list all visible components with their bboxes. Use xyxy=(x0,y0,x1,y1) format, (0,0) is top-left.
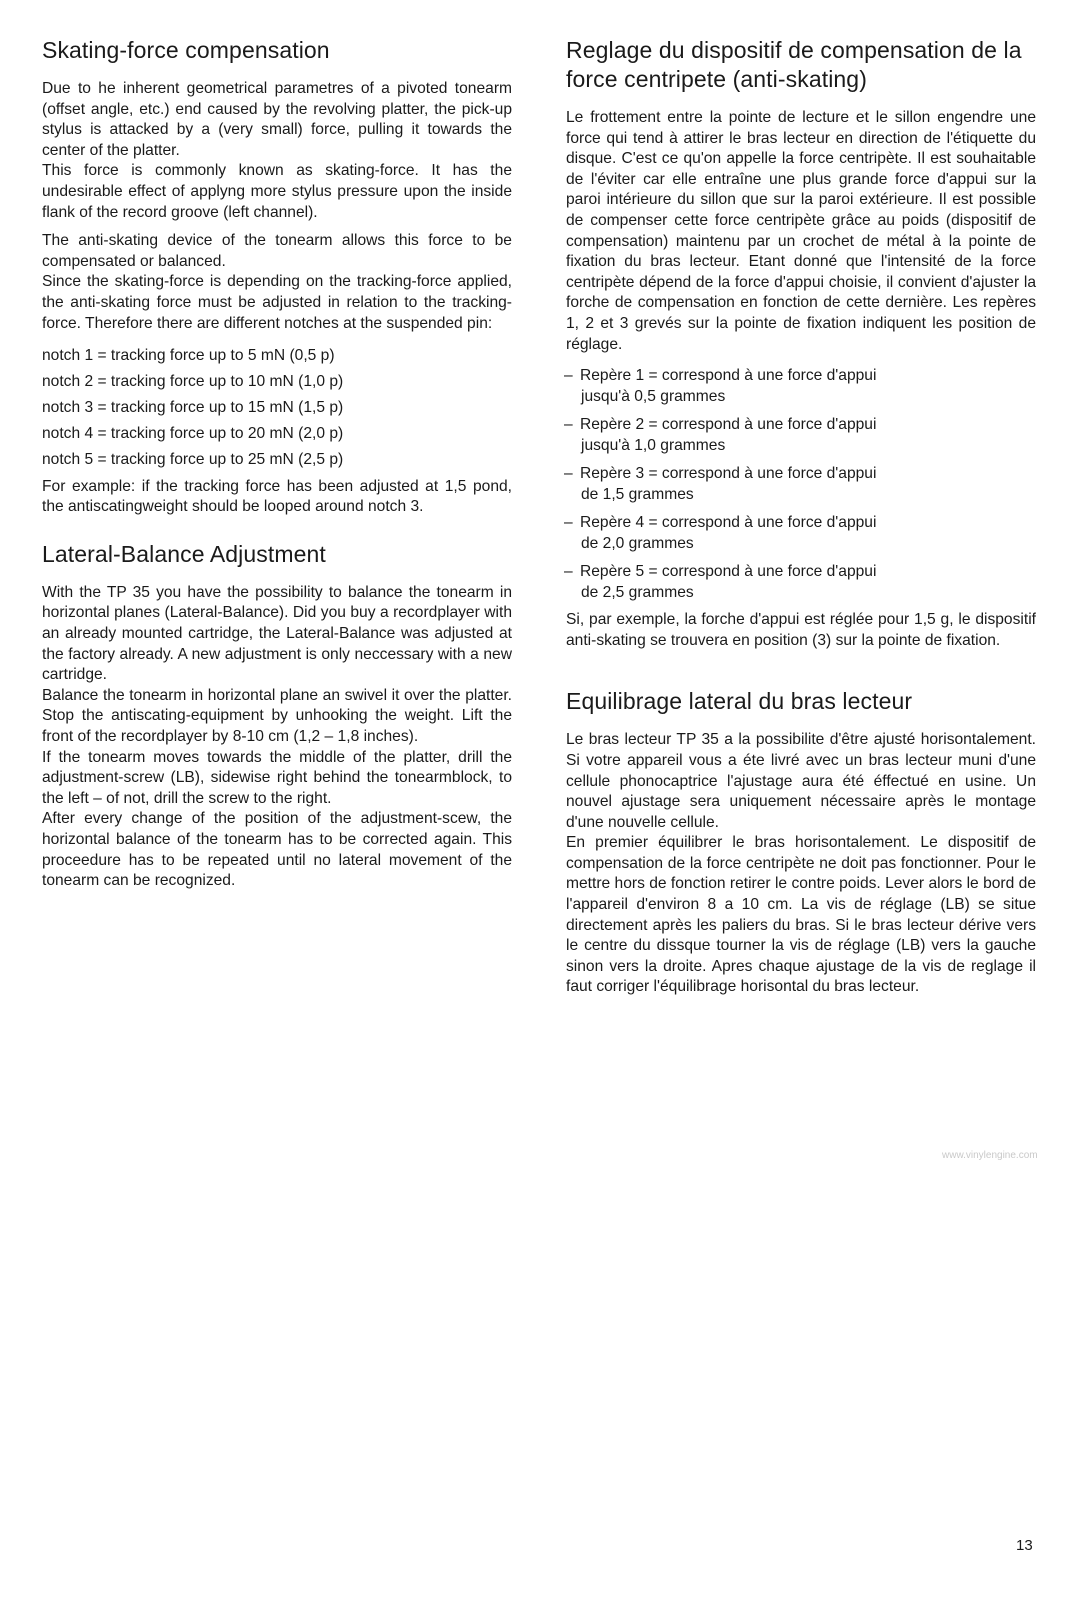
equilibrage-section xyxy=(566,687,1036,998)
reglage-section xyxy=(566,36,1036,651)
repere-item xyxy=(566,561,1036,603)
notch-list xyxy=(42,346,512,471)
french-column xyxy=(566,36,1036,998)
lateral-paragraph-3: If the tonearm moves towards the middle of the platter, drill the adjustment-screw (LB), sidewise right behind the tonearmblock, to the left – of not, drill the screw to the right. xyxy=(42,748,512,807)
repere-line-1: Repère 3 = correspond à une force d'appui xyxy=(580,465,877,483)
skating-paragraph-3: The anti-skating device of the tonearm allows this force to be compensated or balanced. xyxy=(42,232,512,270)
repere-line-2: jusqu'à 1,0 grammes xyxy=(581,437,726,455)
equilibrage-paragraph-1: Le bras lecteur TP 35 a la possibilite d'être ajusté horisontalement. Si votre appareil vous a éte livré avec un bras lecteur muni d'une cellule phonocaptrice l'ajustage aura été éffectué en usine. Un nouvel ajustage sera uniquement nécessaire après le montage d'une nouvelle cellule. xyxy=(566,731,1036,831)
repere-item xyxy=(566,463,1036,505)
lateral-section xyxy=(42,540,512,892)
lateral-paragraph-1: With the TP 35 you have the possibility to balance the tonearm in horizontal planes (Lateral-Balance). Did you buy a recordplayer with an already mounted cartridge, the Lateral-Balance was adjusted at the factory already. A new adjustment is only neccessary with a new cartridge. xyxy=(42,583,512,684)
repere-line-1: Repère 5 = correspond à une force d'appui xyxy=(580,563,877,581)
dash-bullet: – xyxy=(564,563,573,581)
repere-line-2: de 1,5 grammes xyxy=(581,486,694,504)
repere-item xyxy=(566,512,1036,554)
reglage-example: Si, par exemple, la forche d'appui est réglée pour 1,5 g, le dispositif anti-skating se trouvera en position (3) sur la pointe de fixation. xyxy=(566,611,1036,649)
skating-paragraph-2: This force is commonly known as skating-force. It has the undesirable effect of applyng more stylus pressure upon the inside flank of the record groove (left channel). xyxy=(42,162,512,221)
watermark: www.vinylengine.com xyxy=(942,1150,1038,1161)
repere-line-1: Repère 4 = correspond à une force d'appui xyxy=(580,514,877,532)
skating-example: For example: if the tracking force has been adjusted at 1,5 pond, the antiscatingweight should be looped around notch 3. xyxy=(42,477,512,516)
lateral-heading: Lateral-Balance Adjustment xyxy=(42,540,326,567)
reglage-heading: Reglage du dispositif de compensation de la force centripete (anti-skating) xyxy=(566,37,1022,92)
repere-list xyxy=(566,365,1036,603)
repere-line-2: jusqu'à 0,5 grammes xyxy=(581,388,726,406)
notch-item: notch 5 = tracking force up to 25 mN (2,5 p) xyxy=(42,451,344,469)
notch-item: notch 1 = tracking force up to 5 mN (0,5 p) xyxy=(42,347,335,365)
dash-bullet: – xyxy=(564,367,573,385)
page-number: 13 xyxy=(1016,1537,1033,1554)
notch-item: notch 3 = tracking force up to 15 mN (1,5 p) xyxy=(42,399,344,417)
notch-item: notch 4 = tracking force up to 20 mN (2,0 p) xyxy=(42,425,344,443)
skating-section xyxy=(42,36,512,518)
dash-bullet: – xyxy=(564,416,573,434)
lateral-paragraph-4: After every change of the position of the adjustment-scew, the horizontal balance of the tonearm has to be corrected again. This proceedure has to be repeated until no lateral movement of the tonearm can be recognized. xyxy=(42,810,512,890)
repere-line-1: Repère 1 = correspond à une force d'appui xyxy=(580,367,877,385)
skating-paragraph-4: Since the skating-force is depending on the tracking-force applied, the anti-skating force must be adjusted in relation to the tracking-force. Therefore there are different notches at the suspended pin: xyxy=(42,273,512,332)
english-column xyxy=(42,36,512,892)
skating-heading: Skating-force compensation xyxy=(42,37,330,63)
dash-bullet: – xyxy=(564,514,573,532)
notch-item: notch 2 = tracking force up to 10 mN (1,0 p) xyxy=(42,373,344,391)
repere-line-2: de 2,5 grammes xyxy=(581,584,694,602)
repere-item xyxy=(566,414,1036,456)
equilibrage-heading: Equilibrage lateral du bras lecteur xyxy=(566,688,913,715)
skating-paragraph-1: Due to he inherent geometrical parametres of a pivoted tonearm (offset angle, etc.) end caused by the revolving platter, the pick-up stylus is attacked by a (very small) force, pulling it towards the center of the platter. xyxy=(42,80,512,159)
equilibrage-paragraph-2: En premier équilibrer le bras horisontalement. Le dispositif de compensation de la force centripète ne doit pas fonctionner. Pour le mettre hors de fonction retirer le contre poids. Lever alors le bord de l'appareil d'environ 8 a 10 cm. La vis de réglage (LB) se situe directement après les paliers du bras. Si le bras lecteur dérive vers le centre du dissque tourner la vis de réglage (LB) vers la gauche sinon vers la droite. Apres chaque ajustage de la vis de reglage il faut corriger l'équilibrage horisontal du bras lecteur. xyxy=(566,834,1036,996)
repere-line-2: de 2,0 grammes xyxy=(581,535,694,553)
reglage-paragraph-1: Le frottement entre la pointe de lecture et le sillon engendre une force qui tend à attirer le bras lecteur en direction de l'étiquette du disque. C'est ce qu'on appelle la force centripète. Il est souhaitable de l'éviter car elle entraîne une plus grande force d'appui sur la paroi intérieure du sillon que sur la paroi extérieure. Il est possible de compenser cette force centripète grâce au poids (dispositif de compensation) maintenu par un crochet de métal à la pointe de fixation du bras lecteur. Etant donné que l'intensité de la force centripète dépend de la force d'appui choisie, il convient d'ajuster la forche de compensation en fonction de cette dernière. Les repères 1, 2 et 3 grevés sur la pointe de fixation indiquent les position de réglage. xyxy=(566,109,1036,353)
repere-line-1: Repère 2 = correspond à une force d'appui xyxy=(580,416,877,434)
dash-bullet: – xyxy=(564,465,573,483)
repere-item xyxy=(566,365,1036,407)
lateral-paragraph-2: Balance the tonearm in horizontal plane an swivel it over the platter. Stop the antiscating-equipment by unhooking the weight. Lift the front of the recordplayer by 8-10 cm (1,2 – 1,8 inches). xyxy=(42,686,512,745)
